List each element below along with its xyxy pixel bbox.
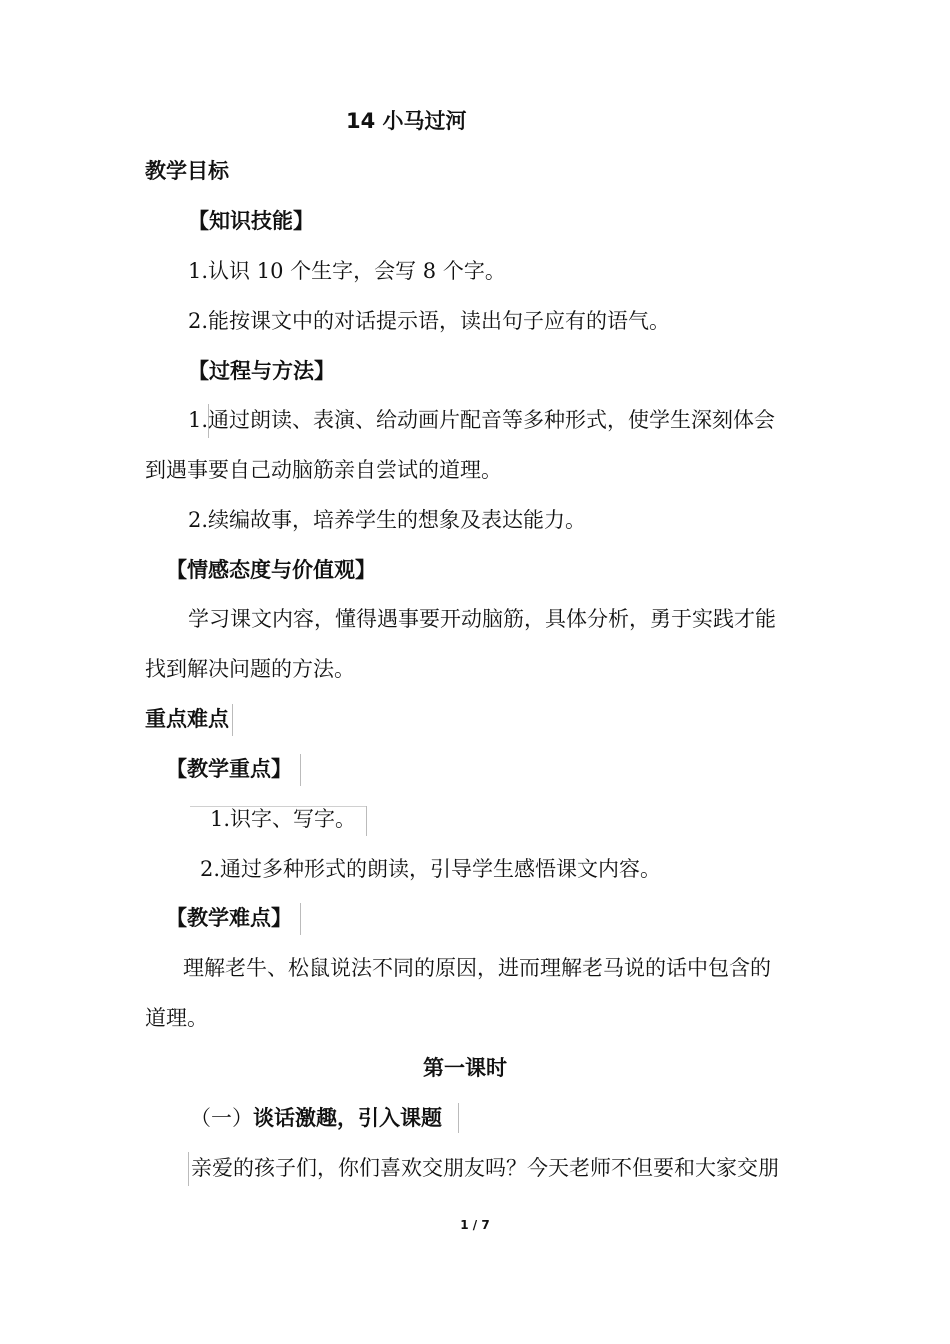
paragraph-emotion-line2: 找到解决问题的方法。 <box>145 657 355 681</box>
subheading-emotion: 【情感态度与价值观】 <box>166 558 376 582</box>
subheading-process: 【过程与方法】 <box>188 359 335 383</box>
page-indicator: 1 / 7 <box>460 1218 490 1232</box>
paragraph-process-1-line2: 到遇事要自己动脑筋亲自尝试的道理。 <box>145 458 502 482</box>
text-boundary-mark <box>232 704 233 736</box>
paragraph-knowledge-2: 2.能按课文中的对话提示语，读出句子应有的语气。 <box>188 309 671 333</box>
paragraph-knowledge-1: 1.认识 10 个生字，会写 8 个字。 <box>188 259 506 283</box>
text-boundary-underline <box>190 806 366 807</box>
section-heading-key-points: 重点难点 <box>145 707 229 731</box>
text-boundary-mark <box>458 1103 459 1133</box>
lesson-heading: 第一课时 <box>423 1056 507 1080</box>
paragraph-difficulty-line1: 理解老牛、松鼠说法不同的原因，进而理解老马说的话中包含的 <box>183 956 771 980</box>
text-boundary-mark <box>300 903 301 935</box>
paragraph-key-2: 2.通过多种形式的朗读，引导学生感悟课文内容。 <box>200 857 662 881</box>
paragraph-process-1-line1: 1.通过朗读、表演、给动画片配音等多种形式，使学生深刻体会 <box>188 408 776 432</box>
text-boundary-mark <box>188 1152 189 1186</box>
subheading-knowledge: 【知识技能】 <box>188 209 314 233</box>
step-title: 谈话激趣，引入课题 <box>253 1106 442 1130</box>
paragraph-step-1: 亲爱的孩子们，你们喜欢交朋友吗？今天老师不但要和大家交朋 <box>191 1156 779 1180</box>
text-boundary-mark <box>300 754 301 786</box>
paragraph-difficulty-line2: 道理。 <box>145 1006 208 1030</box>
subheading-key: 【教学重点】 <box>166 757 292 781</box>
paragraph-emotion-line1: 学习课文内容，懂得遇事要开动脑筋，具体分析，勇于实践才能 <box>188 607 776 631</box>
paragraph-process-2: 2.续编故事，培养学生的想象及表达能力。 <box>188 508 587 532</box>
paragraph-key-1: 1.识字、写字。 <box>210 807 357 831</box>
step-prefix: （一） <box>190 1106 253 1130</box>
text-boundary-mark <box>366 806 367 836</box>
document-title: 14 小马过河 <box>346 109 467 133</box>
subheading-difficulty: 【教学难点】 <box>166 906 292 930</box>
section-heading-objectives: 教学目标 <box>145 159 229 183</box>
